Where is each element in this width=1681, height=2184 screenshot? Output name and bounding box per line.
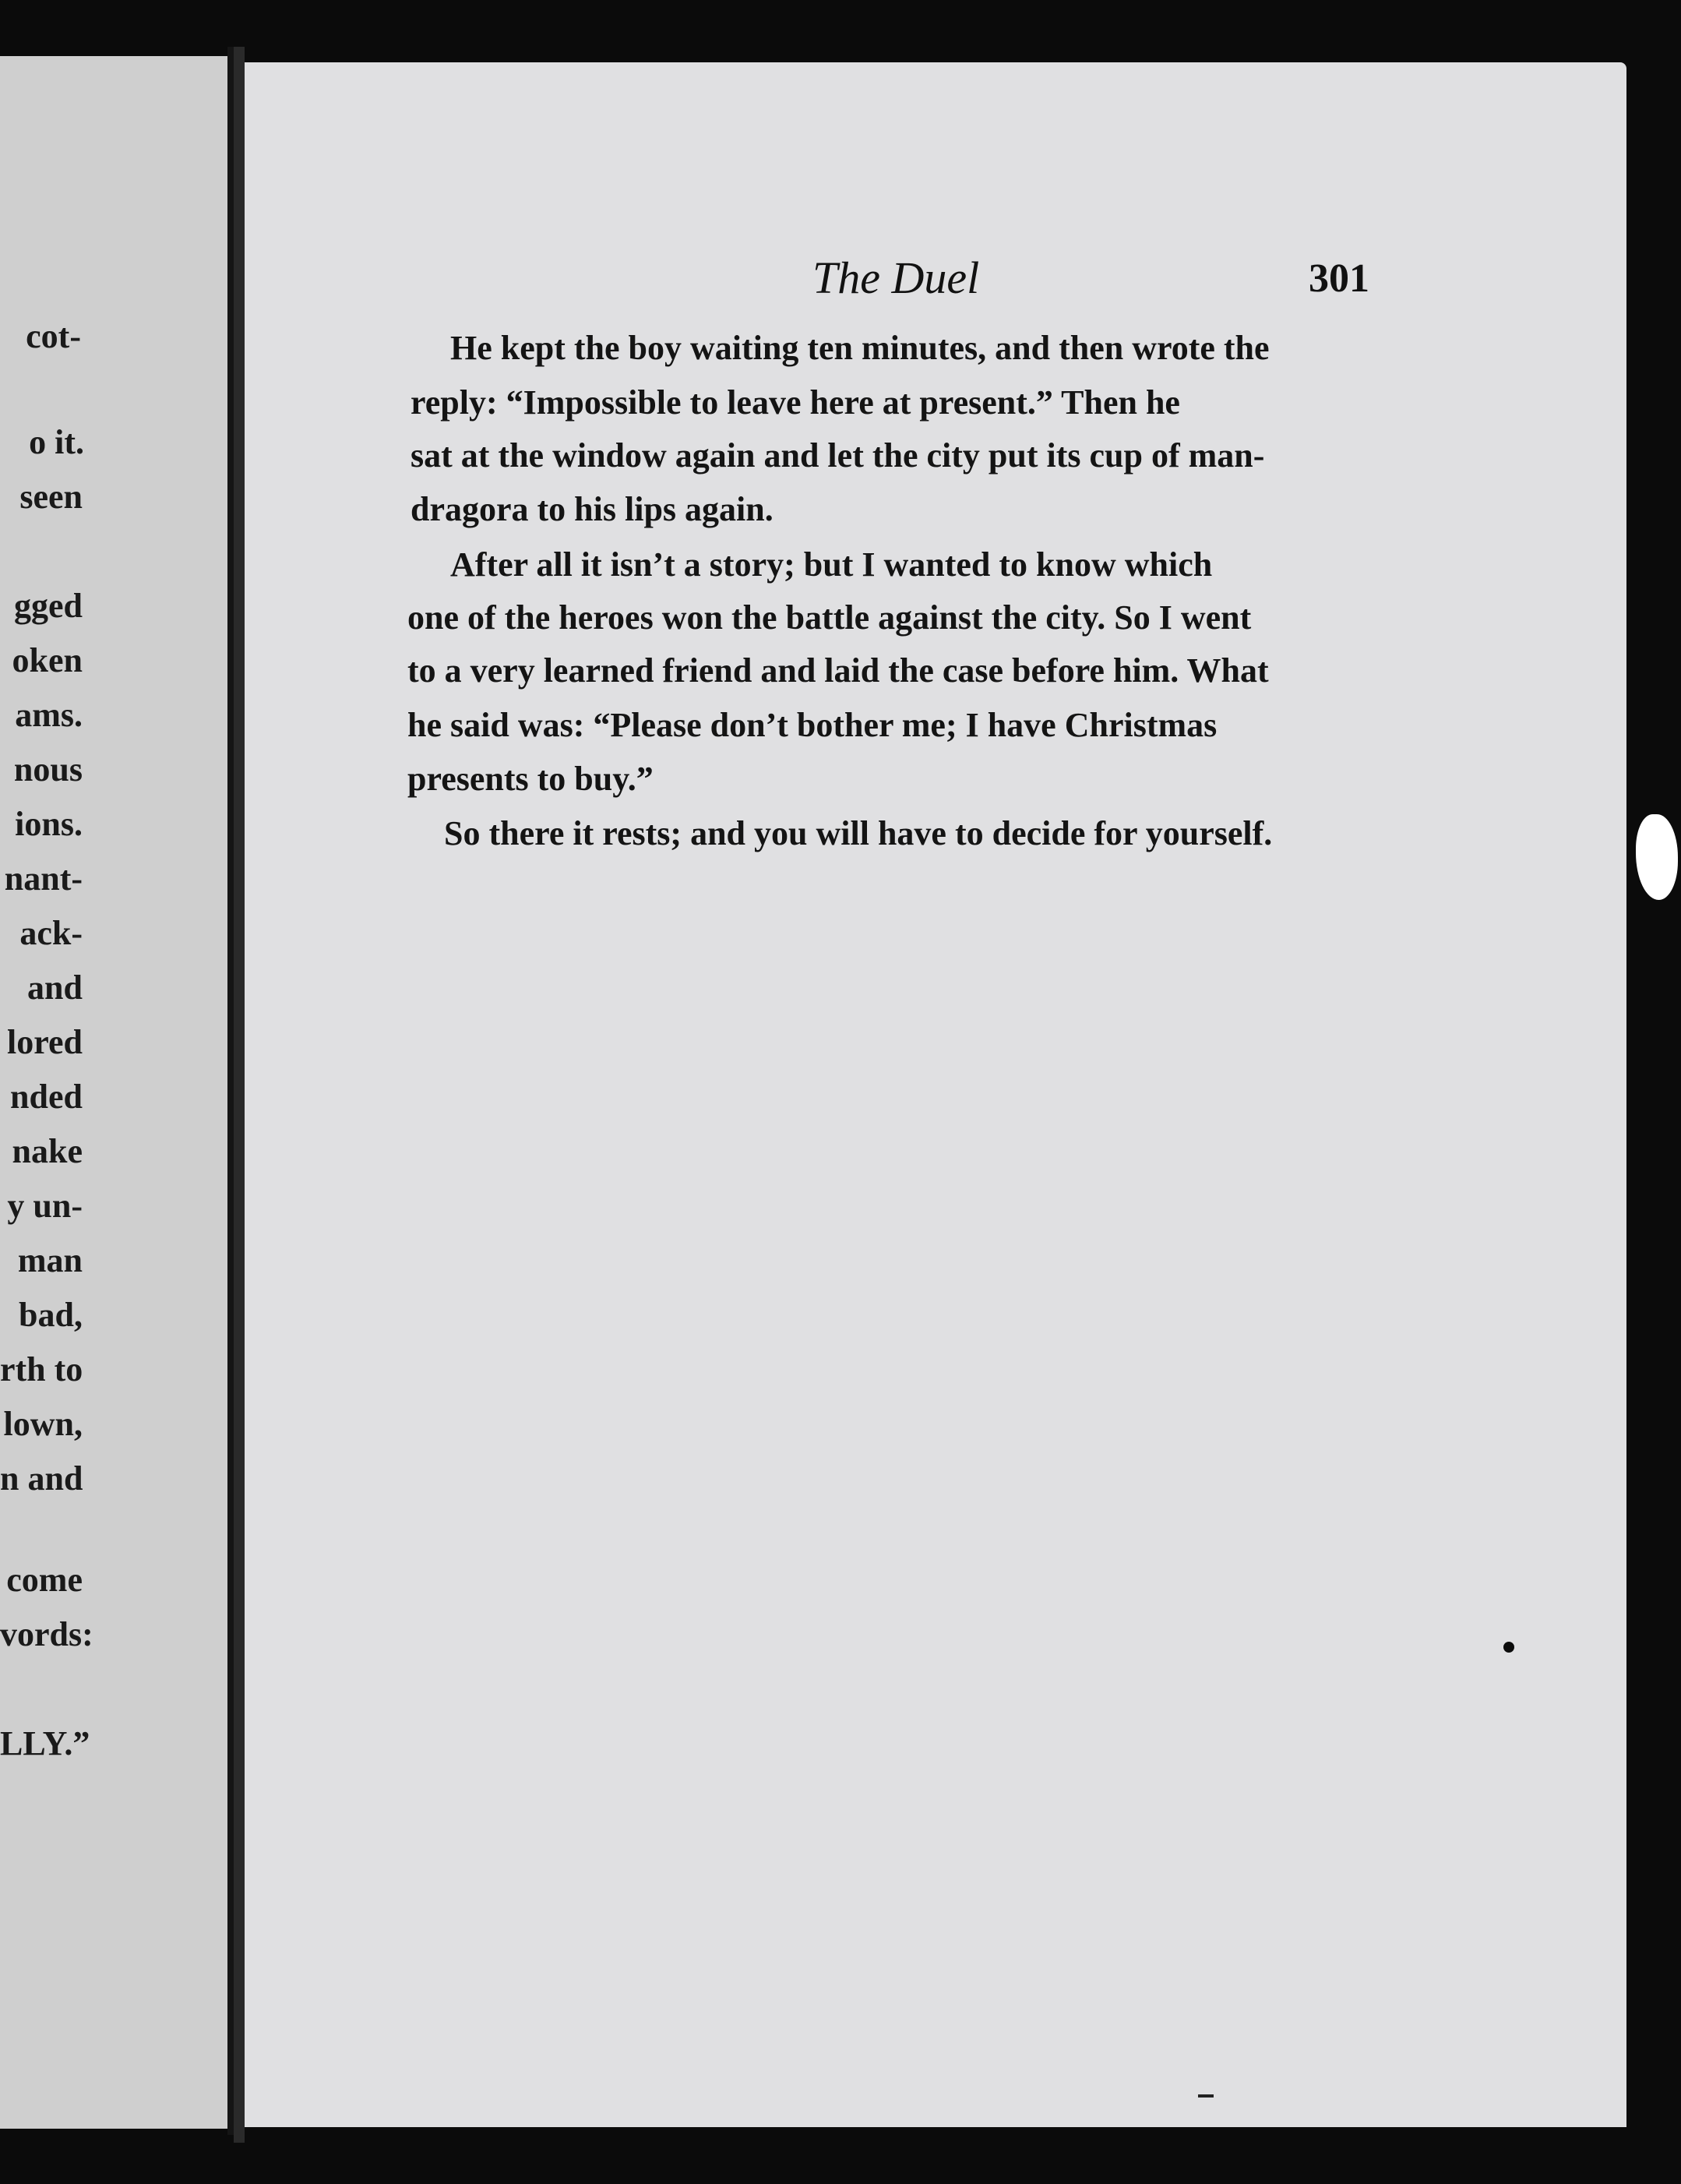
left-page-fragment: nake xyxy=(12,1132,83,1170)
left-page-fragment: nded xyxy=(10,1078,83,1116)
running-head: The Duel xyxy=(812,252,980,303)
left-page-fragment: LLY.” xyxy=(0,1724,90,1762)
left-page-fragment: oken xyxy=(12,641,83,679)
body-line: reply: “Impossible to leave here at present.” Then he xyxy=(411,383,1180,422)
ink-speck xyxy=(1503,1642,1514,1653)
spine-edge xyxy=(234,47,245,2143)
left-page-fragment: man xyxy=(17,1241,83,1279)
left-page-fragment: ams. xyxy=(15,696,83,734)
left-page-fragment: bad, xyxy=(19,1296,83,1334)
body-line: to a very learned friend and laid the case before him. What xyxy=(407,651,1269,690)
left-page-fragment: nant- xyxy=(4,859,83,898)
left-page-fragment: cot- xyxy=(26,317,81,355)
left-page-fragment: o it. xyxy=(29,423,84,461)
left-page-fragment: seen xyxy=(19,478,83,516)
foot-mark xyxy=(1198,2094,1214,2098)
body-line: he said was: “Please don’t bother me; I have Christmas xyxy=(407,706,1218,744)
body-line: one of the heroes won the battle against the city. So I went xyxy=(407,598,1252,637)
body-line: sat at the window again and let the city put its cup of man- xyxy=(411,436,1265,475)
left-page-fragment: ack- xyxy=(19,914,83,952)
left-page-fragment: come xyxy=(6,1561,83,1599)
body-line: presents to buy.” xyxy=(407,760,654,798)
left-page-fragment: vords: xyxy=(0,1615,93,1653)
left-page-fragment: n and xyxy=(0,1459,83,1498)
left-page-fragment: y un- xyxy=(7,1187,83,1225)
left-page-fragment: rth to xyxy=(0,1350,83,1388)
left-page-fragment: and xyxy=(27,969,83,1007)
body-line: So there it rests; and you will have to decide for yourself. xyxy=(444,814,1273,852)
left-page-fragment: lored xyxy=(7,1023,83,1061)
body-line: He kept the boy waiting ten minutes, and then wrote the xyxy=(450,329,1270,367)
left-page-fragment: lown, xyxy=(3,1405,83,1443)
left-page-fragment: gged xyxy=(14,587,83,625)
page-number: 301 xyxy=(1309,256,1369,301)
left-page-fragment: nous xyxy=(13,750,83,789)
left-page-fragment: ions. xyxy=(15,805,83,843)
body-line: dragora to his lips again. xyxy=(411,490,774,528)
body-line: After all it isn’t a story; but I wanted to know which xyxy=(450,545,1213,584)
page-blemish xyxy=(1636,814,1678,900)
right-page xyxy=(245,62,1626,2127)
